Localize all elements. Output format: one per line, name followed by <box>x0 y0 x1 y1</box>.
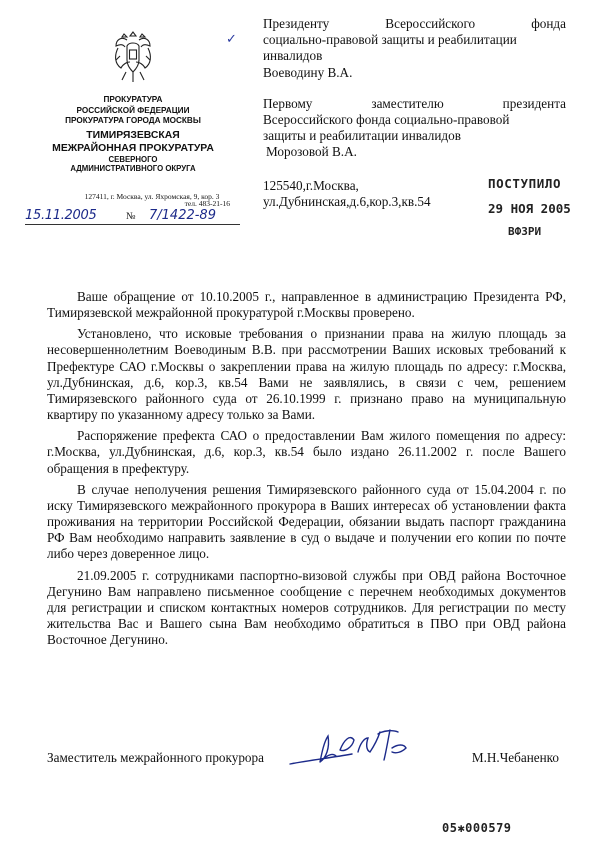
body-paragraph-2: Установлено, что исковые требования о признании права на жилую площадь за несовершеннолетним Воеводиным В.В. при рассмотрении Ваших исковых требований к Префектуре САО г.Москвы о закреплении права на жилую площадь по адресу: г.Москва, ул.Дубнинская, д.6, кор.3, кв.54 Вами не заявлялись, в связи с чем, решением Тимирязевского районного суда от 26.10.1999 г. признано право на муниципальную квартиру по указанному адресу только за Вами. <box>47 326 566 423</box>
org-line-1: ПРОКУРАТУРА <box>103 95 163 104</box>
signatory-name: М.Н.Чебаненко <box>471 750 559 765</box>
outgoing-reference <box>25 208 240 226</box>
sender-street: 127411, г. Москва, ул. Яхромская, 9, кор. 3 <box>84 192 220 201</box>
addressee-address-line-2: ул.Дубнинская,д.6,кор.3,кв.54 <box>263 193 431 209</box>
document-serial-number: 05✱000579 <box>442 821 512 835</box>
office-line-1: ТИМИРЯЗЕВСКАЯ <box>86 129 180 141</box>
handwritten-signature <box>280 722 430 777</box>
body-paragraph-5: 21.09.2005 г. сотрудниками паспортно-визовой службы при ОВД района Восточное Дегунино Вам направлено письменное сообщение с перечнем необходимых документов для регистрации и списком контактных номеров сотрудников. Для регистрации по месту жительства Вас и Вашего сына Вам необходимо обратиться в ПВО при ОВД района Восточное Дегунино. <box>47 567 566 648</box>
district-line-2: АДМИНИСТРАТИВНОГО ОКРУГА <box>70 164 196 173</box>
addressee-address-line-1: 125540,г.Москва, <box>263 177 359 193</box>
addressee-deputy-line-1: Первому заместителю президента <box>263 95 566 111</box>
addressee-president-line-2: социально-правовой защиты и реабилитации <box>263 32 517 48</box>
org-line-3: ПРОКУРАТУРА ГОРОДА МОСКВЫ <box>65 116 201 125</box>
coat-of-arms-emblem <box>110 26 156 86</box>
district-line-1: СЕВЕРНОГО <box>108 154 158 164</box>
addressee-deputy-line-2: Всероссийского фонда социально-правовой <box>263 112 510 128</box>
sender-phone: тел. 483-21-16 <box>184 199 230 208</box>
addressee-deputy-line-3: защиты и реабилитации инвалидов <box>263 128 461 144</box>
reference-number-label: № <box>126 211 136 222</box>
addressee-president-line-3: инвалидов <box>263 48 323 64</box>
addressee-president-line-1: Президенту Всероссийского фонда <box>263 16 566 31</box>
org-line-2: РОССИЙСКОЙ ФЕДЕРАЦИИ <box>76 105 190 115</box>
reference-underline <box>25 224 240 225</box>
stamp-date: 29 НОЯ 2005 <box>488 201 571 216</box>
body-paragraph-4: В случае неполучения решения Тимирязевского районного суда от 15.04.2004 г. по иску Тимирязевского межрайонного прокурора в Ваших интересах об установлении факта проживания на территории Российской Федерации, обязании выдать паспорт гражданина РФ Вам необходимо направить заявление в суд о выдаче и получении его копии по почте либо через доверенное лицо. <box>47 481 566 562</box>
double-headed-eagle-icon <box>110 26 156 86</box>
reference-date: 15.11.2005 <box>25 208 97 223</box>
stamp-received: ПОСТУПИЛО <box>488 176 562 191</box>
addressee-president-name: Воеводину В.А. <box>263 64 353 80</box>
receipt-stamp <box>488 176 578 238</box>
body-paragraph-3: Распоряжение префекта САО о предоставлении Вам жилого помещения по адресу: г.Москва, ул.Дубнинская, д.6, кор.3, кв.54 было издано 26.11.2002 г. после Вашего обращения в префектуру. <box>47 428 566 476</box>
signatory-position: Заместитель межрайонного прокурора <box>47 750 264 765</box>
addressee-deputy-name: Морозовой В.А. <box>266 144 357 160</box>
office-line-2: МЕЖРАЙОННАЯ ПРОКУРАТУРА <box>52 142 214 154</box>
pen-check-mark-icon: ✓ <box>226 32 237 47</box>
stamp-org: ВФЗРИ <box>508 225 542 238</box>
reference-number: 7/1422-89 <box>149 208 216 223</box>
letter-body <box>47 289 566 653</box>
sender-organization <box>28 95 238 174</box>
body-paragraph-1: Ваше обращение от 10.10.2005 г., направленное в администрацию Президента РФ, Тимирязевской межрайонной прокуратурой г.Москвы проверено. <box>47 289 566 321</box>
